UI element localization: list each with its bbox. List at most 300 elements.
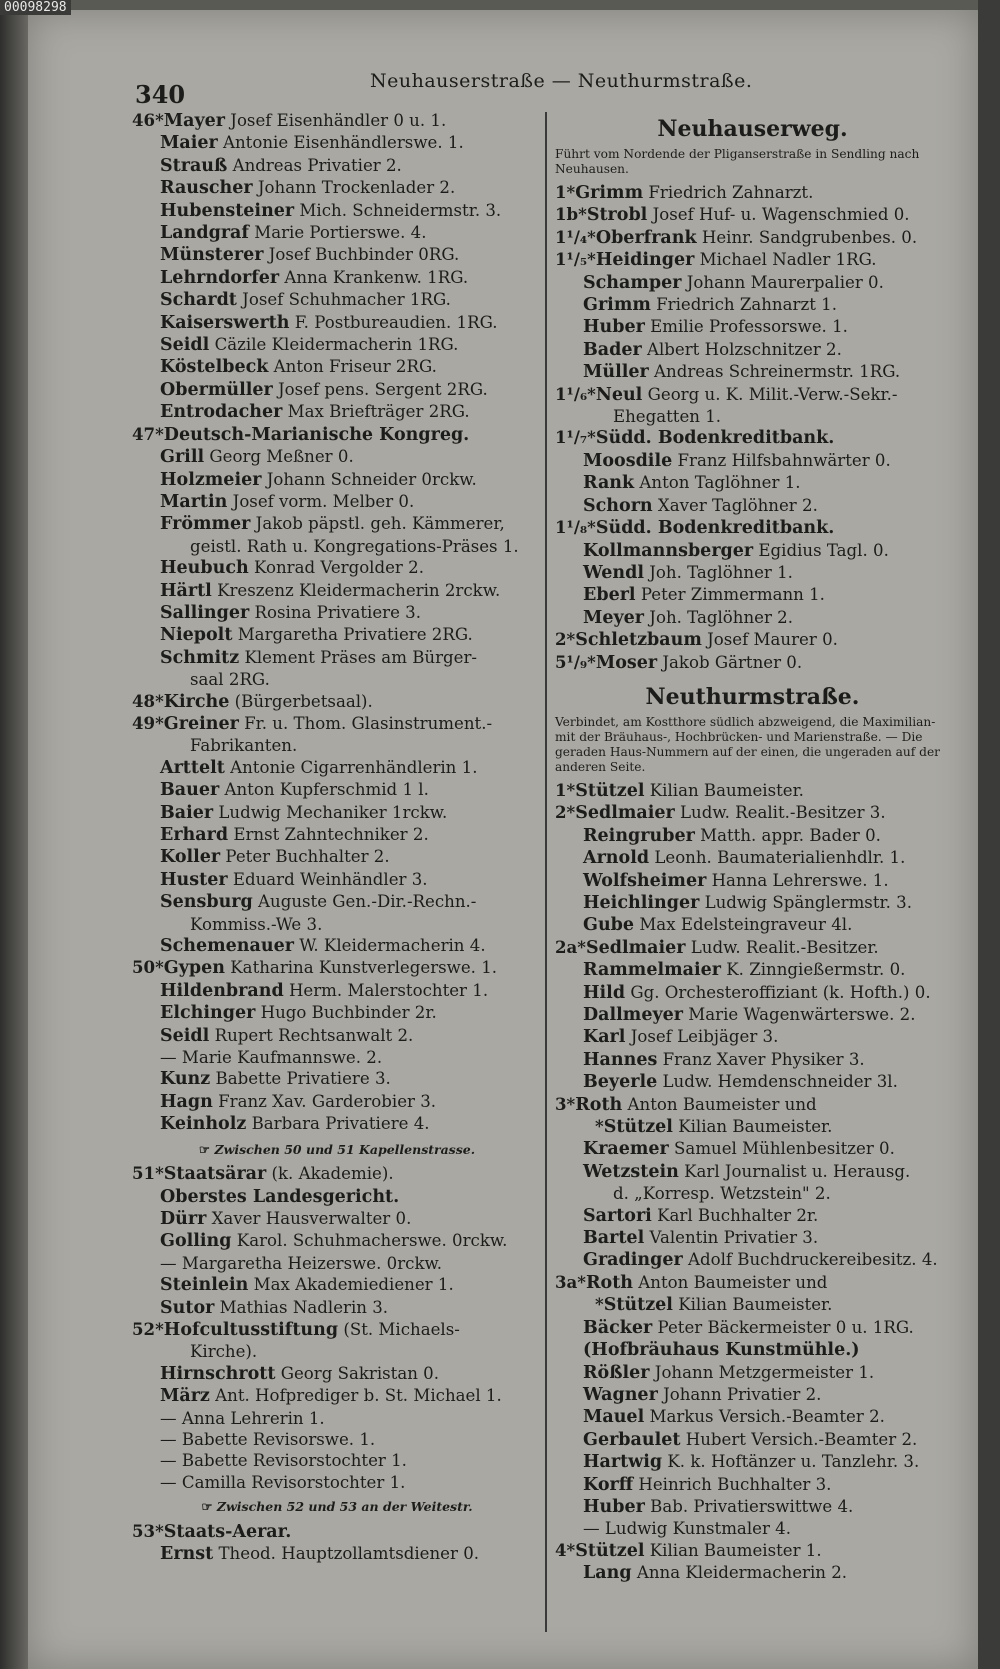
resident-surname: Moser: [595, 652, 658, 673]
resident-surname: Neul: [595, 384, 643, 405]
directory-entry: [555, 495, 950, 517]
resident-surname: Strobl: [586, 205, 648, 226]
resident-surname: Landgraf: [160, 223, 249, 244]
directory-entry: [132, 401, 542, 423]
directory-entry: [132, 1025, 542, 1047]
house-number: 2a*: [555, 936, 586, 957]
resident-details: Antonie Cigarrenhändlerin 1.: [224, 757, 478, 777]
resident-details: Anna Krankenw. 1RG.: [279, 267, 469, 287]
street-heading-neuthurmstrasse: Neuthurmstraße.: [645, 683, 860, 710]
house-number: 46*: [132, 110, 164, 130]
directory-entry: [132, 557, 542, 579]
directory-entry: [132, 244, 542, 266]
resident-details: Anton Kupferschmid 1 l.: [219, 780, 429, 800]
entry-list-neuthurmstrasse: [555, 780, 950, 1585]
pointing-hand-icon: ☞: [198, 1141, 215, 1157]
resident-surname: Hildenbrand: [160, 980, 284, 1001]
resident-details: Leonh. Baumaterialienhdlr. 1.: [649, 848, 906, 868]
directory-entry: [555, 1094, 950, 1116]
resident-details: Anton Baumeister und: [633, 1272, 828, 1292]
directory-entry: [132, 424, 542, 446]
resident-details: Mathias Nadlerin 3.: [214, 1297, 389, 1317]
directory-entry: [555, 1451, 950, 1473]
resident-surname: Schardt: [160, 290, 237, 311]
resident-details: Joh. Taglöhner 1.: [643, 562, 793, 582]
directory-entry: [555, 1272, 950, 1294]
resident-details: Rupert Rechtsanwalt 2.: [209, 1025, 414, 1045]
resident-details: Johann Maurerpalier 0.: [681, 272, 884, 292]
resident-surname: Müller: [583, 362, 649, 383]
directory-entry: [555, 1227, 950, 1249]
resident-surname: Roth: [575, 1094, 623, 1115]
directory-entry: [132, 469, 542, 491]
resident-details: saal 2RG.: [190, 670, 270, 690]
resident-surname: Seidl: [160, 335, 210, 356]
resident-details: Gg. Orchesteroffiziant (k. Hofth.) 0.: [625, 982, 931, 1002]
directory-entry: [132, 1521, 542, 1543]
directory-entry: [132, 935, 542, 957]
directory-entry: [555, 1071, 950, 1093]
directory-entry: [132, 267, 542, 289]
resident-surname: Hirnschrott: [160, 1363, 276, 1384]
resident-surname: Heidinger: [595, 250, 695, 271]
resident-surname: Lang: [583, 1563, 632, 1584]
resident-surname: Arnold: [583, 848, 650, 869]
resident-details: Bab. Privatierswittwe 4.: [644, 1496, 854, 1516]
directory-entry: [555, 914, 950, 936]
resident-details: Fr. u. Thom. Glasinstrument.-: [238, 713, 493, 733]
directory-entry: [555, 1026, 950, 1048]
resident-surname: Sensburg: [160, 892, 253, 913]
directory-entry: [132, 446, 542, 468]
resident-surname: Sedlmaier: [585, 937, 686, 958]
resident-details: Michael Nadler 1RG.: [694, 250, 877, 270]
resident-details: Johann Privatier 2.: [657, 1384, 822, 1404]
resident-details: F. Postbureaudien. 1RG.: [289, 312, 498, 332]
directory-entry: [132, 713, 542, 735]
directory-entry: [132, 1208, 542, 1230]
house-number: 1¹/₄*: [555, 226, 596, 247]
resident-details: Cäzile Kleidermacherin 1RG.: [209, 335, 459, 355]
resident-surname: Mayer: [163, 111, 226, 131]
street-heading-neuhauserweg: Neuhauserweg.: [657, 116, 848, 142]
left-column: [132, 110, 542, 1565]
directory-entry: [555, 1406, 950, 1428]
resident-details: Heinr. Sandgrubenbes. 0.: [696, 227, 918, 247]
resident-surname: Arttelt: [160, 757, 225, 778]
resident-details: Egidius Tagl. 0.: [753, 540, 889, 560]
directory-entry: [132, 1385, 542, 1407]
resident-surname: Strauß: [160, 155, 228, 176]
directory-entry: [132, 1253, 542, 1274]
resident-details: Karol. Schuhmacherswe. 0rckw.: [231, 1231, 508, 1251]
directory-entry: [555, 1049, 950, 1071]
resident-details: Franz Hilfsbahnwärter 0.: [672, 450, 891, 470]
directory-entry: [132, 536, 542, 557]
resident-surname: Gypen: [163, 958, 225, 979]
resident-details: Josef vorm. Melber 0.: [227, 491, 415, 511]
directory-entry: [555, 427, 950, 449]
resident-details: Heinrich Buchhalter 3.: [633, 1474, 832, 1494]
directory-entry: [132, 957, 542, 979]
resident-surname: Rößler: [583, 1362, 650, 1383]
resident-surname: Greiner: [163, 713, 239, 734]
directory-entry: [132, 155, 542, 177]
directory-entry: [555, 584, 950, 606]
resident-details: Konrad Vergolder 2.: [248, 558, 424, 578]
resident-details: Kreszenz Kleidermacherin 2rckw.: [211, 580, 501, 600]
resident-details: Kilian Baumeister.: [644, 780, 804, 800]
house-number: 47*: [132, 423, 164, 444]
resident-surname: Wagner: [583, 1384, 658, 1405]
directory-entry: [555, 1384, 950, 1406]
directory-entry: [555, 272, 950, 294]
directory-entry: [132, 980, 542, 1002]
resident-surname: Roth: [585, 1272, 634, 1293]
house-number: 1¹/₆*: [555, 383, 596, 404]
resident-surname: Holzmeier: [160, 469, 262, 490]
resident-surname: Hannes: [583, 1049, 658, 1070]
directory-entry: [555, 1562, 950, 1584]
resident-details: Emilie Professorswe. 1.: [644, 317, 848, 337]
resident-surname: Schorn: [583, 495, 653, 516]
resident-details: Josef Huf- u. Wagenschmied 0.: [647, 205, 910, 225]
resident-details: Josef Leibjäger 3.: [625, 1027, 779, 1047]
resident-surname: Gradinger: [583, 1250, 683, 1271]
resident-details: Ludwig Spänglermstr. 3.: [699, 892, 912, 912]
resident-surname: Huber: [583, 1496, 645, 1517]
resident-surname: Sedlmaier: [575, 803, 675, 824]
resident-surname: Stützel: [603, 1295, 673, 1316]
resident-surname: Steinlein: [160, 1275, 249, 1296]
directory-entry: [555, 182, 950, 204]
resident-details: Matth. appr. Bader 0.: [694, 825, 881, 845]
resident-surname: Reingruber: [583, 825, 695, 846]
resident-surname: Oberfrank: [595, 227, 697, 248]
directory-entry: [132, 177, 542, 199]
directory-entry: [132, 846, 542, 868]
resident-surname: Grimm: [583, 295, 651, 316]
resident-surname: Oberstes Landesgericht.: [160, 1186, 400, 1207]
house-number: 2*: [555, 802, 576, 823]
resident-details: (k. Akademie).: [266, 1164, 394, 1184]
resident-details: Marie Portierswe. 4.: [248, 223, 427, 243]
directory-entry: [132, 891, 542, 913]
directory-entry: [132, 1113, 542, 1135]
house-number: 52*: [132, 1318, 164, 1339]
resident-surname: Karl: [583, 1027, 626, 1048]
resident-surname: (Hofbräuhaus Kunstmühle.): [583, 1340, 860, 1361]
directory-entry: [555, 1540, 950, 1562]
resident-surname: Heichlinger: [583, 892, 700, 913]
right-column: [555, 110, 950, 1585]
resident-details: K. Zinngießermstr. 0.: [720, 960, 906, 980]
resident-details: Hanna Lehrerswe. 1.: [706, 870, 889, 890]
resident-details: Samuel Mühlenbesitzer 0.: [668, 1139, 895, 1159]
resident-details: Jakob Gärtner 0.: [657, 652, 803, 672]
resident-details: Anton Baumeister und: [622, 1094, 817, 1114]
directory-entry: [132, 1297, 542, 1319]
house-number: 1¹/₅*: [555, 249, 596, 270]
resident-surname: Stützel: [603, 1117, 673, 1138]
resident-details: Anna Kleidermacherin 2.: [631, 1563, 848, 1583]
directory-entry: [555, 825, 950, 847]
directory-entry: [132, 1230, 542, 1252]
street-junction-note: [132, 1139, 542, 1160]
street-description: Führt vom Nordende der Pliganserstraße in Sendling nach Neuhausen.: [555, 147, 920, 176]
resident-surname: Schletzbaum: [575, 630, 702, 651]
scan-id-label: 00098298: [0, 0, 71, 15]
house-number: 2*: [555, 629, 576, 650]
house-number: 4*: [555, 1539, 576, 1560]
directory-entry: [555, 847, 950, 869]
directory-entry: [555, 892, 950, 914]
directory-entry: [555, 1294, 950, 1316]
resident-details: Babette Privatiere 3.: [210, 1069, 391, 1089]
directory-entry: [132, 757, 542, 779]
resident-details: Klement Präses am Bürger-: [239, 647, 478, 667]
resident-details: Fabrikanten.: [190, 736, 298, 756]
house-number: *: [595, 1294, 604, 1315]
resident-surname: Südd. Bodenkreditbank.: [595, 428, 835, 449]
resident-surname: Entrodacher: [160, 402, 283, 423]
resident-surname: Kunz: [160, 1069, 211, 1090]
resident-surname: Mauel: [583, 1407, 645, 1428]
directory-entry: [132, 1274, 542, 1296]
directory-entry: [555, 339, 950, 361]
resident-surname: Martin: [160, 491, 228, 512]
resident-details: Max Akademiediener 1.: [248, 1275, 454, 1295]
resident-details: Max Briefträger 2RG.: [282, 402, 470, 422]
house-number: 48*: [132, 690, 164, 711]
directory-entry: [132, 289, 542, 311]
resident-surname: Huster: [160, 869, 228, 890]
resident-details: Katharina Kunstverlegerswe. 1.: [225, 958, 498, 978]
directory-entry: [555, 1429, 950, 1451]
directory-entry: [555, 1205, 950, 1227]
note-text: Zwischen 50 und 51 Kapellenstrasse.: [214, 1141, 476, 1157]
resident-details: Barbara Privatiere 4.: [246, 1114, 430, 1134]
resident-details: Kommiss.-We 3.: [190, 914, 323, 934]
resident-details: Valentin Privatier 3.: [644, 1228, 819, 1248]
resident-surname: Maier: [160, 133, 218, 154]
resident-details: — Babette Revisorstochter 1.: [160, 1451, 407, 1471]
directory-entry: [132, 1163, 542, 1185]
house-number: 1b*: [555, 204, 587, 225]
directory-entry: [555, 1496, 950, 1518]
directory-entry: [132, 1002, 542, 1024]
resident-surname: Köstelbeck: [160, 357, 269, 378]
directory-entry: [132, 735, 542, 756]
directory-entry: [132, 1363, 542, 1385]
resident-surname: Deutsch-Marianische Kongreg.: [163, 424, 470, 445]
resident-surname: Härtl: [160, 580, 212, 601]
resident-surname: Grill: [160, 447, 205, 468]
directory-entry: [555, 204, 950, 226]
directory-entry: [132, 1047, 542, 1068]
directory-entry: [555, 1138, 950, 1160]
resident-details: Max Edelsteingraveur 4l.: [634, 915, 853, 935]
directory-entry: [132, 491, 542, 513]
resident-surname: Erhard: [160, 825, 229, 845]
resident-details: Herm. Malerstochter 1.: [283, 980, 489, 1000]
resident-details: Rosina Privatiere 3.: [249, 602, 422, 622]
house-number: 1¹/₇*: [555, 427, 596, 448]
resident-surname: Grimm: [575, 183, 644, 203]
directory-entry: [132, 869, 542, 891]
resident-surname: Südd. Bodenkreditbank.: [595, 518, 835, 539]
street-junction-note: [132, 1496, 542, 1517]
directory-entry: [132, 914, 542, 935]
resident-surname: Gube: [583, 915, 635, 936]
resident-surname: Kraemer: [583, 1139, 669, 1160]
directory-entry: [555, 652, 950, 674]
resident-details: Kirche).: [190, 1342, 258, 1362]
resident-surname: Wolfsheimer: [583, 870, 707, 891]
resident-details: Johann Metzgermeister 1.: [649, 1362, 875, 1382]
resident-details: Kilian Baumeister.: [672, 1295, 833, 1315]
directory-entry: [132, 513, 542, 535]
resident-surname: Ernst: [160, 1544, 214, 1564]
resident-surname: Seidl: [160, 1025, 210, 1046]
directory-entry: [132, 1341, 542, 1362]
house-number: 5¹/₉*: [555, 651, 596, 672]
directory-entry: [132, 1543, 542, 1565]
resident-surname: Korff: [583, 1474, 634, 1495]
resident-details: Karl Buchhalter 2r.: [651, 1205, 819, 1225]
directory-entry: [555, 959, 950, 981]
resident-details: K. k. Hoftänzer u. Tanzlehr. 3.: [662, 1452, 920, 1472]
resident-details: Joh. Taglöhner 2.: [644, 607, 794, 627]
directory-entry: [132, 602, 542, 624]
house-number: 50*: [132, 957, 164, 978]
directory-entry: [555, 450, 950, 472]
house-number: 3a*: [555, 1271, 586, 1292]
resident-details: Georg u. K. Milit.-Verw.-Sekr.-: [642, 384, 898, 404]
resident-surname: Hagn: [160, 1091, 213, 1112]
resident-surname: Rammelmaier: [583, 960, 721, 981]
resident-surname: Wendl: [583, 562, 644, 583]
house-number: 1*: [555, 779, 576, 800]
resident-details: Ludwig Mechaniker 1rckw.: [213, 802, 448, 822]
resident-surname: Hartwig: [583, 1452, 663, 1473]
resident-surname: Niepolt: [160, 625, 233, 646]
note-text: Zwischen 52 und 53 an der Weitestr.: [216, 1499, 473, 1515]
directory-entry: [555, 294, 950, 316]
resident-surname: März: [160, 1386, 210, 1407]
directory-entry: [132, 356, 542, 378]
resident-details: Friedrich Zahnarzt.: [643, 183, 814, 202]
directory-entry: [555, 780, 950, 802]
resident-surname: Dallmeyer: [583, 1005, 683, 1025]
directory-entry: [555, 472, 950, 494]
directory-entry: [132, 691, 542, 713]
resident-surname: Heubuch: [160, 558, 249, 579]
resident-surname: Kirche: [163, 691, 230, 712]
directory-entry: [132, 1186, 542, 1208]
resident-details: Mich. Schneidermstr. 3.: [294, 200, 502, 220]
directory-entry: [132, 1472, 542, 1493]
directory-entry: [555, 1249, 950, 1271]
resident-details: Jakob päpstl. geh. Kämmerer,: [250, 514, 505, 534]
directory-entry: [555, 249, 950, 271]
resident-surname: Wetzstein: [583, 1161, 679, 1182]
resident-surname: Baier: [160, 802, 214, 823]
directory-entry: [132, 334, 542, 356]
directory-entry: [132, 824, 542, 846]
resident-surname: Beyerle: [583, 1072, 658, 1093]
street-description: Verbindet, am Kostthore südlich abzweigend, die Maximilian- mit der Bräuhaus-, Hochbrücken- und Marienstraße. — Die geraden Haus-Nummern auf der einen, die ungeraden auf der anderen Seite.: [555, 714, 941, 774]
house-number: 3*: [555, 1093, 576, 1114]
resident-details: (St. Michaels-: [338, 1319, 460, 1339]
resident-surname: Staats-Aerar.: [163, 1521, 292, 1542]
directory-entry: [555, 540, 950, 562]
resident-surname: Frömmer: [160, 514, 251, 535]
resident-details: Margaretha Privatiere 2RG.: [232, 625, 473, 645]
resident-surname: Schamper: [583, 272, 682, 293]
resident-details: Xaver Hausverwalter 0.: [206, 1208, 412, 1228]
resident-surname: Bader: [583, 339, 642, 360]
resident-details: Josef Buchbinder 0RG.: [263, 245, 460, 265]
resident-surname: Staatsärar: [163, 1164, 267, 1185]
directory-entry: [132, 110, 542, 132]
directory-entry: [555, 227, 950, 249]
resident-details: Hugo Buchbinder 2r.: [255, 1003, 437, 1023]
directory-entry: [555, 1183, 950, 1204]
resident-details: Adolf Buchdruckereibesitz. 4.: [682, 1250, 938, 1270]
directory-entry: [555, 937, 950, 959]
resident-details: Josef Eisenhändler 0 u. 1.: [225, 111, 447, 130]
resident-surname: Hild: [583, 982, 626, 1003]
directory-entry: [132, 1408, 542, 1429]
resident-details: Georg Sakristan 0.: [275, 1363, 440, 1383]
resident-details: — Babette Revisorswe. 1.: [160, 1429, 376, 1449]
resident-surname: Bauer: [160, 780, 220, 801]
directory-entry: [132, 624, 542, 646]
resident-details: Josef Maurer 0.: [701, 630, 838, 650]
resident-surname: Kaiserswerth: [160, 312, 290, 333]
resident-surname: Rauscher: [160, 178, 253, 199]
directory-entry: [555, 316, 950, 338]
resident-surname: Bartel: [583, 1228, 645, 1249]
resident-surname: Huber: [583, 317, 645, 338]
resident-surname: Obermüller: [160, 379, 273, 400]
directory-entry: [555, 607, 950, 629]
directory-entry: [555, 1339, 950, 1361]
directory-entry: [555, 982, 950, 1004]
directory-entry: [132, 1091, 542, 1113]
resident-details: Ant. Hofprediger b. St. Michael 1.: [209, 1386, 502, 1406]
resident-details: Josef Schuhmacher 1RG.: [236, 290, 451, 310]
resident-details: Ehegatten 1.: [613, 407, 722, 427]
resident-details: geistl. Rath u. Kongregations-Präses 1.: [190, 536, 519, 556]
resident-details: — Margaretha Heizerswe. 0rckw.: [160, 1253, 443, 1273]
directory-entry: [132, 647, 542, 669]
resident-details: (Bürgerbetsaal).: [229, 691, 373, 711]
page-number: 340: [135, 80, 186, 109]
resident-surname: Gerbaulet: [583, 1429, 681, 1450]
directory-entry: [132, 200, 542, 222]
house-number: 53*: [132, 1520, 164, 1541]
resident-details: Georg Meßner 0.: [204, 447, 354, 467]
resident-details: Hubert Versich.-Beamter 2.: [680, 1429, 918, 1449]
directory-entry: [555, 1116, 950, 1138]
directory-entry: [555, 802, 950, 824]
resident-surname: Moosdile: [583, 450, 673, 471]
resident-details: Anton Friseur 2RG.: [268, 357, 437, 377]
directory-entry: [132, 669, 542, 690]
directory-entry: [132, 1429, 542, 1450]
